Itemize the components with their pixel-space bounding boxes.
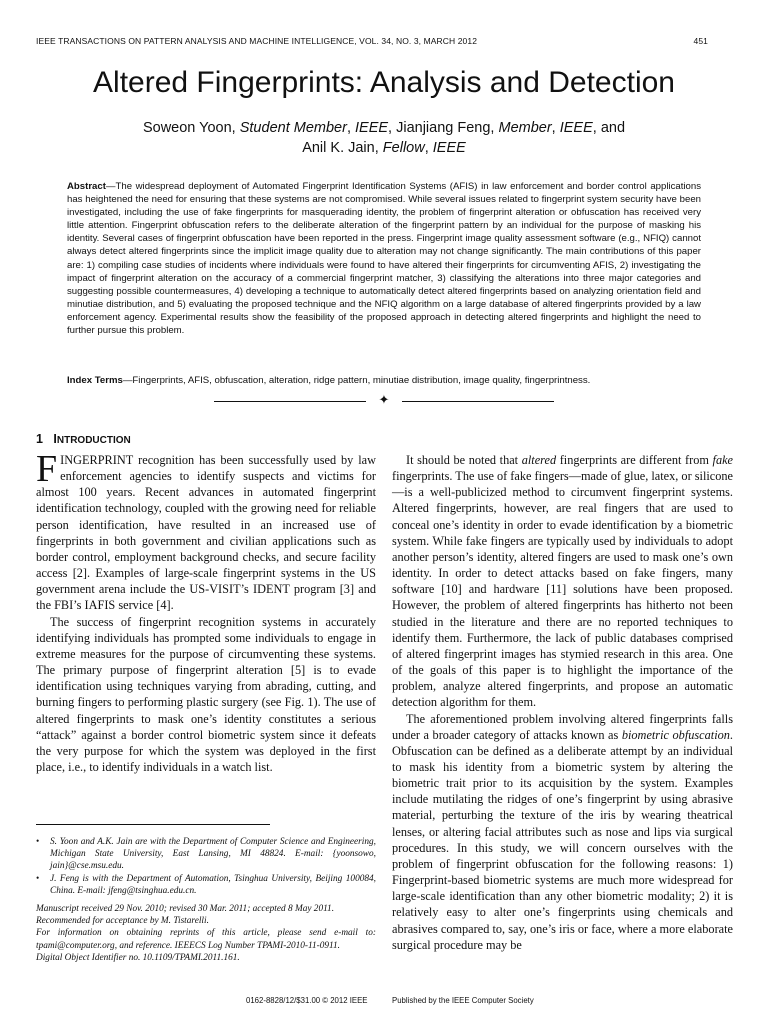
footnote-affiliation-1 xyxy=(36,836,376,873)
divider-star-icon: ✦ xyxy=(378,392,390,407)
page-number: 451 xyxy=(693,36,708,46)
footnotes xyxy=(36,836,376,964)
left-column xyxy=(36,448,376,775)
section-title-initial: I xyxy=(53,432,57,446)
text-run: . Obfuscation can be defined as a deliberate attempt by an individual to mask his identity from a biometric system by altering the biometric trait prior to its acquisition by the system. Examples include mutilating the ridges of one’s fingerprint by using abrasive material, perturbing the texture of the iris by wearing theatrical lenses, or altering facial attributes such as nose and lips via surgical procedures. In this study, we will concern ourselves with the problem of fingerprint obfuscation for the following reasons: 1) Fingerprint-based biometric systems are much more widespread for large-scale identification than any other biometric modality; 2) it is relatively easy to alter one’s fingerprints using chemicals and abrasives compared to, say, one’s iris or face, where a more elaborate surgical procedure may be xyxy=(392,727,733,952)
abstract xyxy=(67,180,701,337)
bullet-icon: • xyxy=(36,837,40,847)
section-heading xyxy=(36,432,131,446)
copyright-footer: 0162-8828/12/$31.00 © 2012 IEEE xyxy=(246,996,368,1005)
index-terms-label: Index Terms xyxy=(67,375,123,386)
footnote-affiliation-2 xyxy=(36,873,376,897)
index-terms xyxy=(67,374,701,387)
divider-rule-left xyxy=(214,401,366,402)
section-title-rest: NTRODUCTION xyxy=(56,435,131,446)
index-terms-text: —Fingerprints, AFIS, obfuscation, alteration, ridge pattern, minutiae distribution, image quality, fingerprintness. xyxy=(122,375,591,386)
footnote-text: S. Yoon and A.K. Jain are with the Department of Computer Science and Engineering, Michigan State University, East Lansing, MI 48824. E-mail: {yoonsowo, jain}@cse.msu.edu. xyxy=(50,837,376,872)
section-number: 1 xyxy=(36,432,43,446)
author-role-member: Member xyxy=(498,120,552,136)
text-run: The aforementioned problem involving altered fingerprints falls under a broader category of attacks known as xyxy=(392,711,733,742)
abstract-text: —The widespread deployment of Automated Fingerprint Identification Systems (AFIS) in law enforcement and border control applications has heightened the need for ensuring that these systems are not compromised. While several issues related to fingerprint system security have been investigated, including the use of fake fingerprints for masquerading identity, the problem of fingerprint alteration or obfuscation has received very little attention. Fingerprint obfuscation refers to the deliberate alteration of the fingerprint pattern by an individual for the purpose of masking his identity. Several cases of fingerprint obfuscation have been reported in the press. Fingerprint image quality assessment software (e.g., NFIQ) cannot always detect altered fingerprints since the implicit image quality due to alteration may not change significantly. The main contributions of this paper are: 1) compiling case studies of incidents where individuals were found to have altered their fingerprints for circumventing AFIS, 2) investigating the impact of fingerprint alteration on the accuracy of a commercial fingerprint matcher, 3) classifying the alterations into three major categories and suggesting possible countermeasures, 4) developing a technique to automatically detect altered fingerprints based on analyzing orientation field and minutiae distribution, and 5) evaluating the proposed technique and the NFIQ algorithm on a large database of altered fingerprints provided by a law enforcement agency. Experimental results show the feasibility of the proposed approach in detecting altered fingerprints and highlight the need to further pursue this problem. xyxy=(67,181,701,337)
footnote-rule xyxy=(36,824,270,825)
publisher-footer: Published by the IEEE Computer Society xyxy=(392,996,534,1005)
journal-header: IEEE TRANSACTIONS ON PATTERN ANALYSIS AND MACHINE INTELLIGENCE, VOL. 34, NO. 3, MARCH 2012 xyxy=(36,36,478,46)
divider-rule-right xyxy=(402,401,554,402)
bullet-icon: • xyxy=(36,873,40,884)
running-header xyxy=(36,36,708,46)
emphasis-biometric-obfuscation: biometric obfuscation xyxy=(621,727,730,742)
doi: Digital Object Identifier no. 10.1109/TPAMI.2011.161. xyxy=(36,952,240,963)
footnote-text: J. Feng is with the Department of Automation, Tsinghua University, Beijing 100084, China. E-mail: jfeng@tsinghua.edu.cn. xyxy=(50,873,376,896)
reprint-info: For information on obtaining reprints of this article, please send e-mail to: tpami@computer.org, and reference. IEEECS Log Number TPAMI-2010-11-0911. xyxy=(36,928,376,951)
author-role-fellow: Fellow xyxy=(382,140,425,156)
emphasis-fake: fake xyxy=(712,453,734,467)
emphasis-altered: altered xyxy=(521,453,557,467)
paper-title: Altered Fingerprints: Analysis and Detection xyxy=(93,66,675,99)
paragraph-2: The success of fingerprint recognition systems in accurately identifying individuals has prompted some individuals to engage in extreme measures for the purpose of circumventing these systems. The primary purpose of fingerprint alteration [5] is to evade identification using techniques varying from abrading, cutting, and burning fingers to performing plastic surgery (see Fig. 1). The use of altered fingerprints to mask one’s identity constitutes a serious “attack” against a border control biometric system since it defeats the very purpose for which the system was deployed in the first place, i.e., to identify individuals in a watch list. xyxy=(36,614,376,774)
text-run: fingerprints are different from xyxy=(556,453,713,467)
section-divider xyxy=(0,392,768,412)
paragraph-4 xyxy=(392,711,733,953)
right-column xyxy=(392,452,733,953)
drop-cap: F xyxy=(36,448,58,490)
author-org-3: IEEE xyxy=(432,140,466,156)
author-jain: Anil K. Jain, xyxy=(302,140,379,156)
paragraph-3 xyxy=(392,452,733,711)
recommended-by: Recommended for acceptance by M. Tistarelli. xyxy=(36,916,209,927)
author-org-1: IEEE xyxy=(355,120,389,136)
author-list: Soweon Yoon, Student Member, IEEE, Jianjiang Feng, Member, IEEE, and Anil K. Jain, Fellow, IEEE xyxy=(142,120,626,156)
author-role-student: Student Member xyxy=(239,120,347,136)
author-feng: Jianjiang Feng, xyxy=(396,120,495,136)
text-run: fingerprints. The use of fake fingers—made of glue, latex, or silicone—is a well-publicized method to circumvent fingerprint systems. Altered fingerprints, however, are real fingers that are used to conceal one’s identity in order to evade identification by a biometric system. While fake fingers are typically used by individuals to adopt another person’s identity, altered fingers are used to mask one’s own identity. In order to detect attacks based on fake fingers, many software [10] and hardware [11] solutions have been proposed. However, the problem of altered fingerprints has hitherto not been studied in the literature and there are no reported techniques to identify them. Furthermore, the lack of public databases comprised of altered fingerprint images has stymied research in this area. One of the goals of this paper is to highlight the importance of the problem, analyze altered fingerprints, and propose an automatic detection algorithm for them. xyxy=(392,469,733,710)
abstract-label: Abstract xyxy=(67,181,106,192)
paragraph-1 xyxy=(36,448,376,614)
paragraph-1-text: recognition has been successfully used by law enforcement agencies to identify suspects and victims for almost 100 years. Recent advances in automated fingerprint identification technology, coupled with the growing need for reliable person identification, have resulted in an increased use of fingerprints in both government and civilian applications such as border control, employment background checks, and secure facility access [2]. Examples of large-scale fingerprint systems in the US government arena include the US-VISIT’s IDENT program [3] and the FBI’s IAFIS service [4]. xyxy=(36,453,376,613)
author-yoon: Soweon Yoon, xyxy=(142,120,236,136)
author-org-2: IEEE xyxy=(559,120,593,136)
lead-word: INGERPRINT xyxy=(60,453,134,467)
text-run: It should be noted that xyxy=(406,453,522,467)
manuscript-dates: Manuscript received 29 Nov. 2010; revised 30 Mar. 2011; accepted 8 May 2011. xyxy=(36,904,335,915)
